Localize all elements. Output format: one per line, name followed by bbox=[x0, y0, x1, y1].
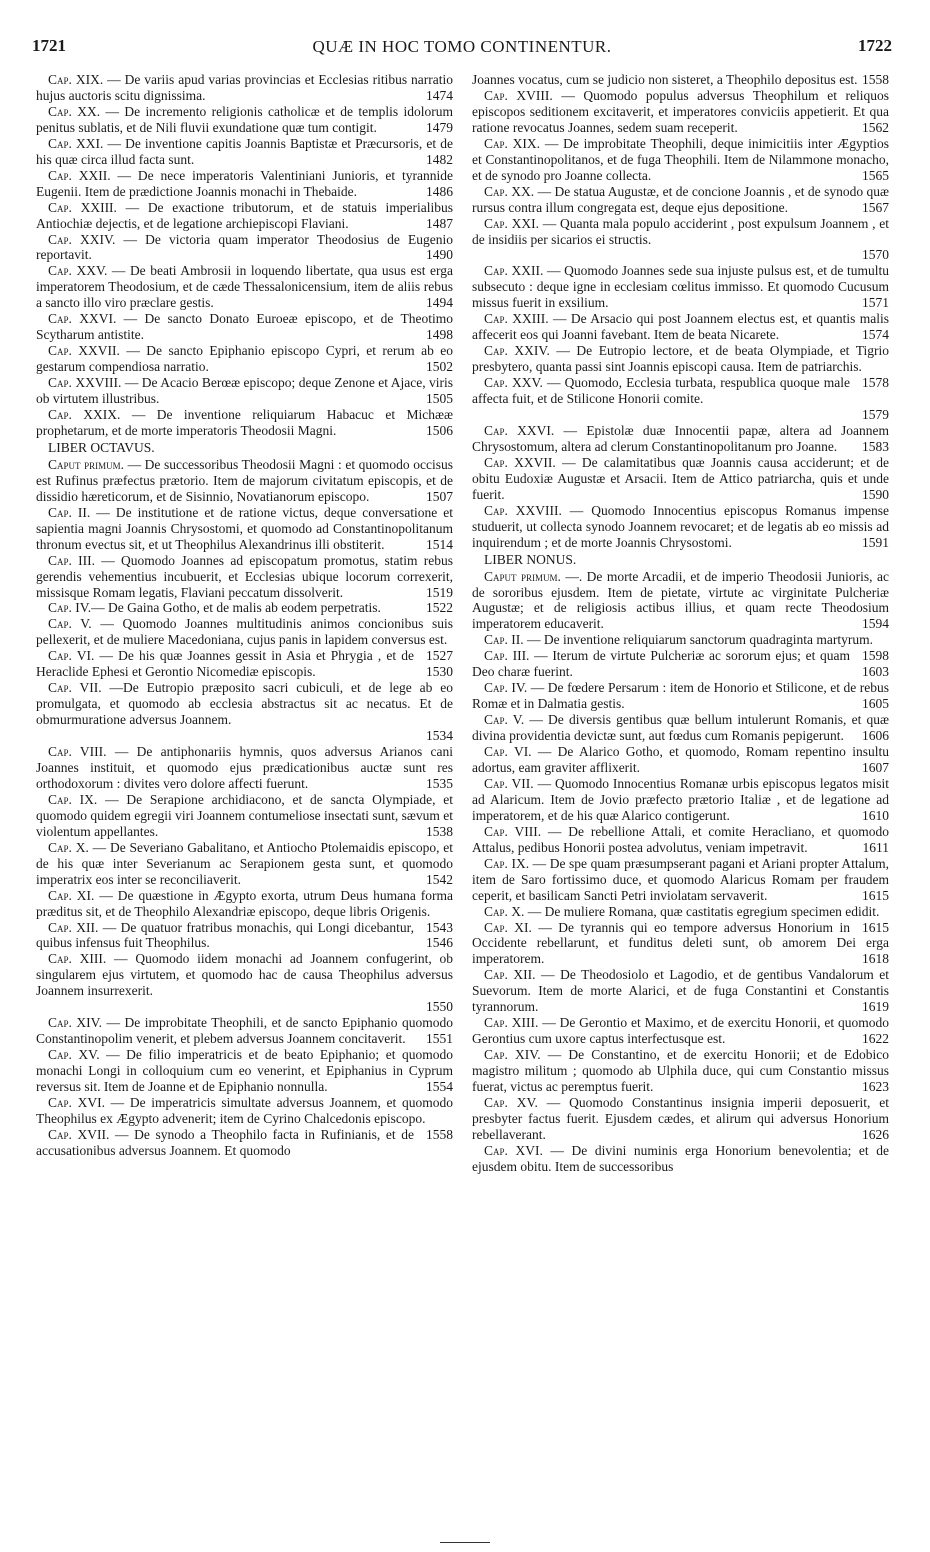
toc-entry bbox=[36, 311, 453, 343]
chapter-text: — De incremento religionis catholicæ et de templis idolorum penitus sublatis, et de Nili fluvii exundatione quæ tum contigit. bbox=[36, 103, 453, 135]
toc-entry bbox=[472, 744, 889, 776]
book-heading: LIBER NONUS. bbox=[484, 551, 577, 567]
page-number: 1567 bbox=[862, 199, 889, 215]
chapter-label: Cap. XVII. bbox=[48, 1126, 110, 1142]
chapter-label: Cap. X. bbox=[484, 903, 525, 919]
page-number: 1507 bbox=[426, 488, 453, 504]
chapter-label: Cap. XX. bbox=[48, 103, 101, 119]
page-number: 1615 bbox=[862, 919, 889, 935]
page-number: 1506 bbox=[426, 422, 453, 438]
chapter-text: — De sancto Epiphanio episcopo Cypri, et rerum ab eo gestarum compendiosa narratio. bbox=[36, 343, 454, 375]
page-number: 1542 bbox=[426, 871, 453, 887]
chapter-label: Cap. VII. bbox=[48, 680, 102, 696]
page-number: 1530 bbox=[426, 664, 453, 680]
chapter-text: — De victoria quam imperator Theodosius de Eugenio reportavit. bbox=[36, 231, 453, 263]
page-number: 1538 bbox=[426, 823, 453, 839]
chapter-label: Cap. XVIII. bbox=[484, 87, 553, 103]
toc-entry bbox=[472, 136, 889, 184]
page-number: 1551 bbox=[426, 1031, 453, 1047]
chapter-label: Cap. XII. bbox=[48, 919, 99, 935]
chapter-text: — Quomodo Joannes multitudinis animos concionibus suis pellexerit, et de muliere Macedoniana, cujus panis in lapidem conversus est. bbox=[36, 616, 453, 648]
chapter-text: — De spe quam præsumpserant pagani et Ariani propter Attalum, item de Saro fortissimo duce, et quomodo Alaricus Romam per fraudem ceperit, et basilicam Sancti Petri inviolatam servaverit. bbox=[472, 855, 889, 903]
chapter-text: Joannes vocatus, cum se judicio non sisteret, a Theophilo depositus est. bbox=[472, 72, 858, 87]
chapter-label: Cap. XXVI. bbox=[484, 422, 555, 438]
page-number: 1578 bbox=[862, 375, 889, 391]
chapter-label: Cap. XIII. bbox=[48, 951, 107, 967]
page-number: 1594 bbox=[862, 616, 889, 632]
chapter-label: Cap. VI. bbox=[484, 744, 532, 760]
chapter-label: Cap. III. bbox=[48, 552, 96, 568]
chapter-text: —De Eutropio præposito sacri cubiculi, et de lege ab eo promulgata, et quomodo ab ecclesia abstractus sit ac necatus. Et de obmurmuratione adversus Joannem. bbox=[36, 680, 453, 728]
page-number: 1626 bbox=[862, 1126, 889, 1142]
page-number: 1527 bbox=[426, 648, 453, 664]
page-number: 1623 bbox=[862, 1079, 889, 1095]
chapter-text: — De improbitate Theophili, et de sancto Epiphanio quomodo Constantinopolim venerit, et plebem adversus Joannem concitaverit. bbox=[36, 1015, 454, 1047]
chapter-label: Cap. IV. bbox=[484, 680, 528, 696]
chapter-text: — De exactione tributorum, et de statuis imperialibus Antiochiæ dejectis, et de legatione archiepiscopi Flaviani. bbox=[36, 199, 453, 231]
chapter-text: — De his quæ Joannes gessit in Asia et Phrygia , et de Heraclide Ephesi et Gerontio Nicomediæ episcopis. bbox=[36, 648, 415, 680]
toc-entry bbox=[36, 920, 453, 952]
toc-entry bbox=[472, 680, 889, 712]
chapter-text: — Quomodo, Ecclesia turbata, respublica quoque male affecta fuit, et de Stilicone Honorii comite. bbox=[472, 375, 850, 407]
chapter-label: Cap. X. bbox=[48, 839, 89, 855]
toc-entry bbox=[36, 343, 453, 375]
toc-entry bbox=[472, 824, 889, 856]
toc-entry bbox=[472, 455, 889, 503]
chapter-label: Cap. XXIX. bbox=[48, 407, 121, 423]
toc-entry bbox=[36, 232, 453, 264]
chapter-text: — De inventione capitis Joannis Baptistæ et Præcursoris, et de his quæ circa illud facta sunt. bbox=[36, 135, 453, 167]
page-number: 1610 bbox=[862, 807, 889, 823]
chapter-label: Cap. XXVII. bbox=[48, 343, 120, 359]
toc-entry bbox=[36, 951, 453, 1015]
toc-entry bbox=[36, 600, 453, 616]
chapter-text: — De Gerontio et Maximo, et de exercitu Honorii, et quomodo Gerontius cum uxore captus interfectusque est. bbox=[472, 1015, 889, 1047]
chapter-text: — De improbitate Theophili, deque inimicitiis inter Ægyptios et Constantinopolitanos, et de fuga Theophili. Item de Nilammone monacho, et de synodo pro Joanne collecta. bbox=[472, 135, 889, 183]
page-number: 1558 bbox=[426, 1126, 453, 1142]
page-number: 1619 bbox=[862, 999, 889, 1015]
toc-entry-continuation bbox=[472, 72, 889, 88]
page-number: 1514 bbox=[426, 536, 453, 552]
chapter-label: Cap. XXII. bbox=[48, 167, 111, 183]
page-number: 1607 bbox=[862, 759, 889, 775]
toc-entry bbox=[472, 375, 889, 423]
chapter-text: — Quomodo Joannes sede sua injuste pulsus est, et de tumultu subsecuto : deque igne in ecclesiam cœlitus immisso. Et quomodo Cucusum missus fuerit in exsilium. bbox=[472, 263, 889, 311]
chapter-label: Cap. XV. bbox=[484, 1095, 538, 1110]
chapter-label: Cap. XXV. bbox=[48, 263, 108, 279]
page-number: 1603 bbox=[862, 664, 889, 680]
left-column-number: 1721 bbox=[32, 36, 66, 55]
chapter-label: Cap. IX. bbox=[48, 791, 98, 807]
chapter-label: Cap. XI. bbox=[484, 919, 532, 935]
chapter-label: Cap. XXIV. bbox=[48, 231, 116, 247]
toc-entry bbox=[472, 263, 889, 311]
chapter-text: — De sancto Donato Euroeæ episcopo, et de Theotimo Scytharum antistite. bbox=[36, 311, 453, 343]
chapter-text: — Quomodo Constantinus insignia imperii deposuerit, et presbyter factus fuerit. Ejusdem cædes, et alirum qui adversus Honorium rebellaverant. bbox=[472, 1095, 889, 1142]
chapter-text: — De filio imperatricis et de beato Epiphanio; et quomodo monachi Longi in colloquium cum eo venerint, et Epiphanius in Cyprum reversus sit. Item de Joanne et de Epiphanio nonnulla. bbox=[36, 1047, 453, 1095]
toc-entry bbox=[472, 1015, 889, 1047]
chapter-text: — De quæstione in Ægypto exorta, utrum Deus humana forma præditus sit, et de Theophilo Alexandriæ episcopo, deque libris Origenis. bbox=[36, 887, 453, 919]
chapter-label: Cap. VIII. bbox=[48, 744, 107, 760]
chapter-text: —. De morte Arcadii, et de imperio Theodosii Junioris, ac de sororibus ejusdem. Item de pietate, virtute ac virginitate Pulcheriæ Augustæ; et de religiosis actibus illius, et quam recte Theodosium imperatorem educaverit. bbox=[472, 568, 889, 632]
chapter-text: — Quomodo iidem monachi ad Joannem confugerint, ob singularem ejus virtutem, et quomodo hac de causa Theophilus adversus Joannem insurrexerit. bbox=[36, 951, 454, 999]
chapter-text: — De Alarico Gotho, et quomodo, Romam repentino insultu adortus, eam graviter afflixerit. bbox=[472, 744, 889, 775]
toc-entry bbox=[472, 967, 889, 1015]
page-number: 1554 bbox=[426, 1079, 453, 1095]
chapter-text: — De Eutropio lectore, et de beata Olympiade, et Tigrio presbytero, quanta passi sint Joannis episcopi causa. Item de patriarchis. bbox=[472, 343, 890, 375]
chapter-text: — De Constantino, et de exercitu Honorii; et de Edobico magistro militum ; quomodo ab Ulphila duce, qui cum Constantio missus fuerat, victus ac peremptus fuerit. bbox=[472, 1047, 890, 1095]
toc-entry bbox=[472, 184, 889, 216]
page-number: 1618 bbox=[862, 951, 889, 967]
chapter-label: Cap. XIX. bbox=[48, 72, 104, 87]
page-number: 1502 bbox=[426, 359, 453, 375]
chapter-label: Cap. XXV. bbox=[484, 375, 543, 391]
toc-entry bbox=[472, 1095, 889, 1143]
page-number: 1590 bbox=[862, 486, 889, 502]
page-number: 1505 bbox=[426, 391, 453, 407]
page-number: 1494 bbox=[426, 295, 453, 311]
page-number: 1522 bbox=[426, 600, 453, 616]
chapter-label: Caput primum. bbox=[484, 568, 561, 584]
chapter-text: — De Serapione archidiacono, et de sancta Olympiade, et quomodo quidem egregii viri Joannem contumeliose insectati sunt, sævum et violentum appellantes. bbox=[36, 791, 453, 839]
page-number: 1486 bbox=[426, 183, 453, 199]
page-number: 1571 bbox=[862, 295, 889, 311]
toc-entry bbox=[36, 72, 453, 104]
chapter-text: — Quomodo populus adversus Theophilum et reliquos episcopos seditionem excitaverit, et imperatores conviciis appetierit. Et qua ratione revocatus Joannes, sedem suam receperit. bbox=[472, 87, 889, 135]
chapter-text: — De divini numinis erga Honorium benevolentia; et de ejusdem obitu. Item de successoribus bbox=[472, 1142, 889, 1174]
running-header bbox=[32, 36, 892, 66]
chapter-label: Cap. XV. bbox=[48, 1047, 100, 1063]
chapter-text: — De antiphonariis hymnis, quos adversus Arianos cani Joannes instituit, et quomodo ejus prædicationibus auctæ sunt res orthodoxorum : divites vero dolore affecti fuerunt. bbox=[36, 744, 453, 791]
page-number: 1474 bbox=[426, 87, 453, 103]
toc-entry bbox=[36, 375, 453, 407]
chapter-label: Cap. XXVIII. bbox=[484, 502, 562, 518]
chapter-label: Cap. III. bbox=[484, 648, 530, 664]
chapter-label: Cap. XIV. bbox=[48, 1015, 103, 1031]
page-number: 1519 bbox=[426, 584, 453, 600]
toc-entry bbox=[472, 311, 889, 343]
toc-entry bbox=[472, 776, 889, 824]
chapter-label: Cap. XX. bbox=[484, 183, 535, 199]
toc-entry bbox=[36, 136, 453, 168]
chapter-text: — De inventione reliquiarum sanctorum quadraginta martyrum. bbox=[523, 632, 874, 648]
chapter-text: — Epistolæ duæ Innocentii papæ, altera ad Joannem Chrysostomum, altera ad clerum Constantinopolitanum pro Joanne. bbox=[472, 422, 889, 454]
chapter-text: — De rebellione Attali, et comite Heracliano, et quomodo Attalus, pedibus Honorii postea advolutus, veniam impetravit. bbox=[472, 823, 889, 855]
toc-entry bbox=[472, 1047, 889, 1095]
chapter-label: Cap. VI. bbox=[48, 648, 95, 664]
chapter-label: Cap. XI. bbox=[48, 887, 95, 903]
page-number: 1615 bbox=[862, 887, 889, 903]
chapter-text: — De Gaina Gotho, et de malis ab eodem perpetratis. bbox=[91, 600, 381, 616]
catchword-rule bbox=[440, 1542, 490, 1543]
toc-entry bbox=[36, 792, 453, 840]
page-number: 1591 bbox=[862, 534, 889, 550]
chapter-text: — Quomodo Innocentius Romanæ urbis episcopus legatos misit ad Alaricum. Item de Jovio præfecto prætorio Italiæ , et de legatione ad imperatorem, et de his quæ Alarico contigerunt. bbox=[472, 775, 889, 823]
chapter-label: Caput primum. bbox=[48, 456, 124, 472]
chapter-label: Cap. XVI. bbox=[48, 1095, 105, 1110]
toc-entry bbox=[36, 457, 453, 505]
toc-entry bbox=[472, 503, 889, 551]
chapter-label: Cap. XXI. bbox=[484, 215, 539, 231]
chapter-label: Cap. XII. bbox=[484, 967, 536, 983]
chapter-text: — De nece imperatoris Valentiniani Junioris, et tyrannide Eugenii. Item de prædictione Joannis monachi in Thebaide. bbox=[36, 167, 454, 199]
left-column bbox=[36, 72, 453, 1159]
chapter-text: — De fœdere Persarum : item de Honorio et Stilicone, et de rebus Romæ et in Dalmatia gestis. bbox=[472, 680, 889, 712]
page-number: 1546 bbox=[426, 935, 453, 951]
page-number: 1579 bbox=[862, 407, 889, 423]
chapter-text: — De Acacio Berœæ episcopo; deque Zenone et Ajace, viris ob virtutem illustribus. bbox=[36, 375, 453, 407]
toc-entry bbox=[36, 1127, 453, 1159]
chapter-text: — De inventione reliquiarum Habacuc et Michææ prophetarum, et de morte imperatoris Theodosii Magni. bbox=[36, 407, 453, 438]
page-number: 1487 bbox=[426, 215, 453, 231]
book-heading: LIBER OCTAVUS. bbox=[48, 439, 155, 455]
toc-entry bbox=[472, 569, 889, 633]
chapter-text: — De quatuor fratribus monachis, qui Longi dicebantur, quibus infensus fuit Theophilus. bbox=[36, 919, 414, 951]
page-number: 1482 bbox=[426, 151, 453, 167]
toc-entry bbox=[36, 168, 453, 200]
toc-entry bbox=[36, 263, 453, 311]
chapter-label: Cap. XXII. bbox=[484, 263, 544, 279]
toc-entry bbox=[472, 88, 889, 136]
chapter-label: Cap. XVI. bbox=[484, 1142, 543, 1158]
page-number: 1565 bbox=[862, 167, 889, 183]
chapter-label: Cap. XXI. bbox=[48, 135, 104, 151]
page-number: 1558 bbox=[862, 72, 889, 87]
page-title: QUÆ IN HOC TOMO CONTINENTUR. bbox=[312, 37, 612, 56]
chapter-text: — De Severiano Gabalitano, et Antiocho Ptolemaidis episcopo, et de his quæ inter Severianum ac Serapionem gesta sunt, et quomodo imperatrix eos inter se reconciliaverit. bbox=[36, 839, 454, 887]
toc-entry bbox=[36, 840, 453, 888]
page-number: 1550 bbox=[426, 999, 453, 1015]
page-number: 1534 bbox=[426, 728, 453, 744]
chapter-text: — De beati Ambrosii in loquendo libertate, qua usus est erga imperatorem Theodosium, et de cæde Thessalonicensium, item de aliis rebus a sancto illo viro præclare gestis. bbox=[36, 263, 453, 311]
chapter-text: — De successoribus Theodosii Magni : et quomodo occisus est Rufinus præfectus prætorio. Item de majorum civitatum episcopis, et de dissidio hæreticorum, et de Sisinnio, Novatianorum episcopo. bbox=[36, 456, 453, 504]
right-column bbox=[472, 72, 889, 1175]
chapter-label: Cap. V. bbox=[48, 616, 92, 632]
chapter-label: Cap. VII. bbox=[484, 775, 534, 791]
chapter-text: — Quanta mala populo acciderint , post expulsum Joannem , et de insidiis per sicarios ei structis. bbox=[472, 215, 889, 247]
chapter-label: Cap. XXIII. bbox=[484, 311, 549, 327]
chapter-label: Cap. IV. bbox=[48, 600, 92, 616]
page-number: 1598 bbox=[862, 648, 889, 664]
chapter-text: — De synodo a Theophilo facta in Rufinianis, et de accusationibus adversus Joannem. Et quomodo bbox=[36, 1126, 414, 1158]
chapter-label: Cap. XIII. bbox=[484, 1015, 539, 1031]
toc-entry bbox=[472, 712, 889, 744]
toc-entry bbox=[36, 1047, 453, 1095]
chapter-text: — De variis apud varias provincias et Ecclesias ritibus narratio hujus auctoris scitu dignissima. bbox=[36, 72, 453, 103]
toc-entry bbox=[36, 1015, 453, 1047]
chapter-label: Cap. II. bbox=[48, 504, 91, 520]
page-number: 1479 bbox=[426, 119, 453, 135]
chapter-label: Cap. VIII. bbox=[484, 823, 542, 839]
chapter-text: — Iterum de virtute Pulcheriæ ac sororum ejus; et quam Deo charæ fuerint. bbox=[472, 648, 850, 680]
page-number: 1605 bbox=[862, 696, 889, 712]
chapter-text: — De calamitatibus quæ Joannis causa acciderunt; et de obitu Eudoxiæ Augustæ et Arsacii. Item de Attico patriarcha, quis et unde fuerit. bbox=[472, 454, 890, 502]
page-number: 1622 bbox=[862, 1031, 889, 1047]
toc-entry bbox=[36, 680, 453, 744]
chapter-text: — Quomodo Joannes ad episcopatum promotus, statim rebus gerendis vehementius incubuerit, et Ecclesias ubique locorum correxerit, missisque Romam legatis, Flaviani peccatum dissolverit. bbox=[36, 552, 453, 600]
toc-entry bbox=[36, 553, 453, 601]
chapter-text: — De tyrannis qui eo tempore adversus Honorium in Occidente rebellarunt, et funditus deleti sunt, ob amorem Dei erga imperatorem. bbox=[472, 919, 889, 967]
chapter-label: Cap. XXIII. bbox=[48, 199, 117, 215]
page-number: 1562 bbox=[862, 119, 889, 135]
chapter-text: — Quomodo Innocentius episcopus Romanus impense studuerit, ut collecta synodo Joannem revocaret; et de legatis ab eo missis ad inquirendum ; et de morte Joannis Chrysostomi. bbox=[472, 502, 890, 550]
chapter-label: Cap. XXVI. bbox=[48, 311, 117, 327]
chapter-text: — De imperatricis simultate adversus Joannem, et quomodo Theophilus ex Ægypto advenerit; item de Cyrino Chalcedonis episcopo. bbox=[36, 1095, 453, 1126]
toc-entry bbox=[36, 505, 453, 553]
toc-entry bbox=[36, 200, 453, 232]
page-number: 1606 bbox=[862, 728, 889, 744]
toc-entry bbox=[472, 856, 889, 904]
chapter-label: Cap. IX. bbox=[484, 855, 530, 871]
page-number: 1574 bbox=[862, 327, 889, 343]
toc-entry bbox=[472, 920, 889, 968]
toc-entry bbox=[472, 216, 889, 264]
page-number: 1498 bbox=[426, 327, 453, 343]
page-number: 1583 bbox=[862, 438, 889, 454]
chapter-text: — De Theodosiolo et Lagodio, et de gentibus Vandalorum et Suevorum. Item de morte Alarici, et de fuga Constantini et Constantis tyrannorum. bbox=[472, 967, 890, 1015]
chapter-text: — De statua Augustæ, et de concione Joannis , et de synodo quæ rursus contra illum congregata est, deque ejus depositione. bbox=[472, 183, 889, 215]
chapter-label: Cap. XXVII. bbox=[484, 454, 556, 470]
toc-entry bbox=[472, 1143, 889, 1175]
chapter-label: Cap. XIV. bbox=[484, 1047, 541, 1063]
page-number: 1611 bbox=[862, 839, 889, 855]
page-number: 1535 bbox=[426, 775, 453, 791]
toc-entry bbox=[36, 744, 453, 792]
chapter-label: Cap. XXVIII. bbox=[48, 375, 122, 391]
page-number: 1543 bbox=[426, 919, 453, 935]
chapter-label: Cap. II. bbox=[484, 632, 524, 648]
chapter-text: — De Arsacio qui post Joannem electus est, et quantis malis affecerit eos qui Joanni favebant. Item de beata Nicarete. bbox=[472, 311, 889, 343]
toc-entry bbox=[472, 423, 889, 455]
right-column-number: 1722 bbox=[858, 36, 892, 55]
toc-entry bbox=[36, 104, 453, 136]
toc-entry bbox=[36, 407, 453, 439]
chapter-text: — De institutione et de ratione victus, deque conversatione et sapientia magni Joannis Chrysostomi, et quomodo ad Constantinopolitanum thronum evectus sit, et ut Theophilus Alexandrinus illi obstiterit. bbox=[36, 504, 453, 552]
page-number: 1490 bbox=[426, 247, 453, 263]
chapter-text: — De muliere Romana, quæ castitatis egregium specimen edidit. bbox=[524, 903, 880, 919]
chapter-label: Cap. XXIV. bbox=[484, 343, 550, 359]
toc-entry bbox=[472, 648, 889, 680]
chapter-label: Cap. XIX. bbox=[484, 135, 541, 151]
chapter-label: Cap. V. bbox=[484, 712, 525, 728]
page-number: 1570 bbox=[862, 247, 889, 263]
toc-entry bbox=[36, 648, 453, 680]
chapter-text: — De diversis gentibus quæ bellum intulerunt Romanis, et quæ divina providentia devictæ sunt, aut fœdus cum Romanis pepigerunt. bbox=[472, 712, 889, 744]
